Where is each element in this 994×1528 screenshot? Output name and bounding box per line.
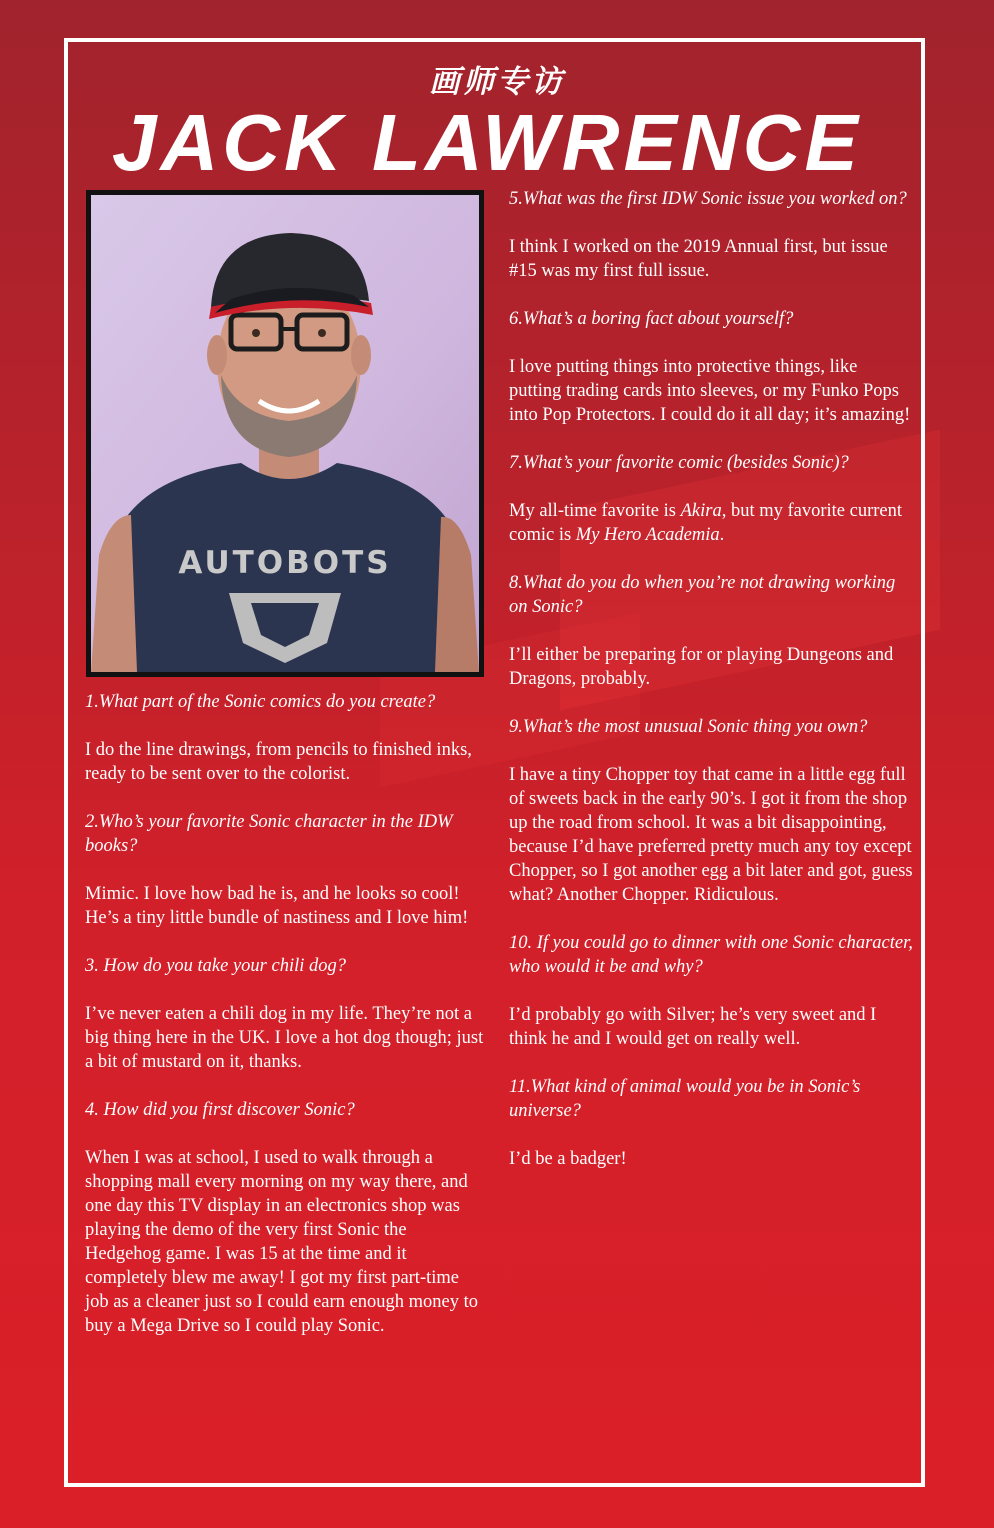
page-title: JACK LAWRENCE (112, 98, 862, 187)
qa-item (509, 187, 914, 283)
qa-item (509, 451, 914, 547)
artist-photo (86, 190, 484, 677)
qa-item (509, 931, 914, 1051)
answer: I’d be a badger! (509, 1149, 627, 1169)
question: 9.What’s the most unusual Sonic thing you own? (509, 717, 868, 737)
interview-left-column (85, 690, 487, 1362)
answer: I’ve never eaten a chili dog in my life. They’re not a big thing here in the UK. I love a hot dog though; just a bit of mustard on it, thanks. (85, 1004, 484, 1072)
qa-item (85, 690, 487, 786)
qa-item (509, 715, 914, 907)
qa-item (85, 810, 487, 930)
qa-item (509, 1075, 914, 1171)
question: 7.What’s your favorite comic (besides Sonic)? (509, 453, 849, 473)
qa-item (509, 571, 914, 691)
question: 6.What’s a boring fact about yourself? (509, 309, 794, 329)
shirt-print-text: AUTOBOTS (178, 545, 392, 581)
qa-item (509, 307, 914, 427)
qa-item (85, 1098, 487, 1338)
comic-title-akira: Akira (680, 501, 722, 521)
answer: I think I worked on the 2019 Annual first, but issue #15 was my first full issue. (509, 237, 888, 281)
question: 1.What part of the Sonic comics do you create? (85, 692, 436, 712)
qa-item (85, 954, 487, 1074)
interview-right-column (509, 187, 914, 1195)
comic-title-mha: My Hero Academia (575, 525, 720, 545)
question: 10. If you could go to dinner with one Sonic character, who would it be and why? (509, 933, 913, 977)
answer: I’d probably go with Silver; he’s very sweet and I think he and I would get on really well. (509, 1005, 877, 1049)
question: 11.What kind of animal would you be in Sonic’s universe? (509, 1077, 861, 1121)
question: 8.What do you do when you’re not drawing working on Sonic? (509, 573, 896, 617)
answer: When I was at school, I used to walk through a shopping mall every morning on my way there, and one day this TV display in an electronics shop was playing the demo of the very first Sonic the Hedgehog game. I was 15 at the time and it completely blew me away! I got my first part-time job as a cleaner just so I could earn enough money to buy a Mega Drive so I could play Sonic. (85, 1148, 479, 1336)
question: 5.What was the first IDW Sonic issue you worked on? (509, 189, 907, 209)
answer: I love putting things into protective things, like putting trading cards into sleeves, or my Funko Pops into Pop Protectors. I could do it all day; it’s amazing! (509, 357, 911, 425)
question: 2.Who’s your favorite Sonic character in the IDW books? (85, 812, 453, 856)
answer: My all-time favorite is Akira, but my favorite current comic is My Hero Academia. (509, 501, 903, 545)
answer: Mimic. I love how bad he is, and he looks so cool! He’s a tiny little bundle of nastiness and I love him! (85, 884, 469, 928)
page-subtitle: 画师专访 (429, 64, 565, 100)
answer: I do the line drawings, from pencils to finished inks, ready to be sent over to the colorist. (85, 740, 472, 784)
answer: I have a tiny Chopper toy that came in a little egg full of sweets back in the early 90’s. I got it from the shop up the road from school. It was a bit disappointing, because I’d have preferred pretty much any toy except Chopper, so I got another egg a bit later and got, guess what? Another Chopper. Ridiculous. (509, 765, 913, 905)
question: 4. How did you first discover Sonic? (85, 1100, 355, 1120)
answer: I’ll either be preparing for or playing Dungeons and Dragons, probably. (509, 645, 894, 689)
question: 3. How do you take your chili dog? (85, 956, 347, 976)
